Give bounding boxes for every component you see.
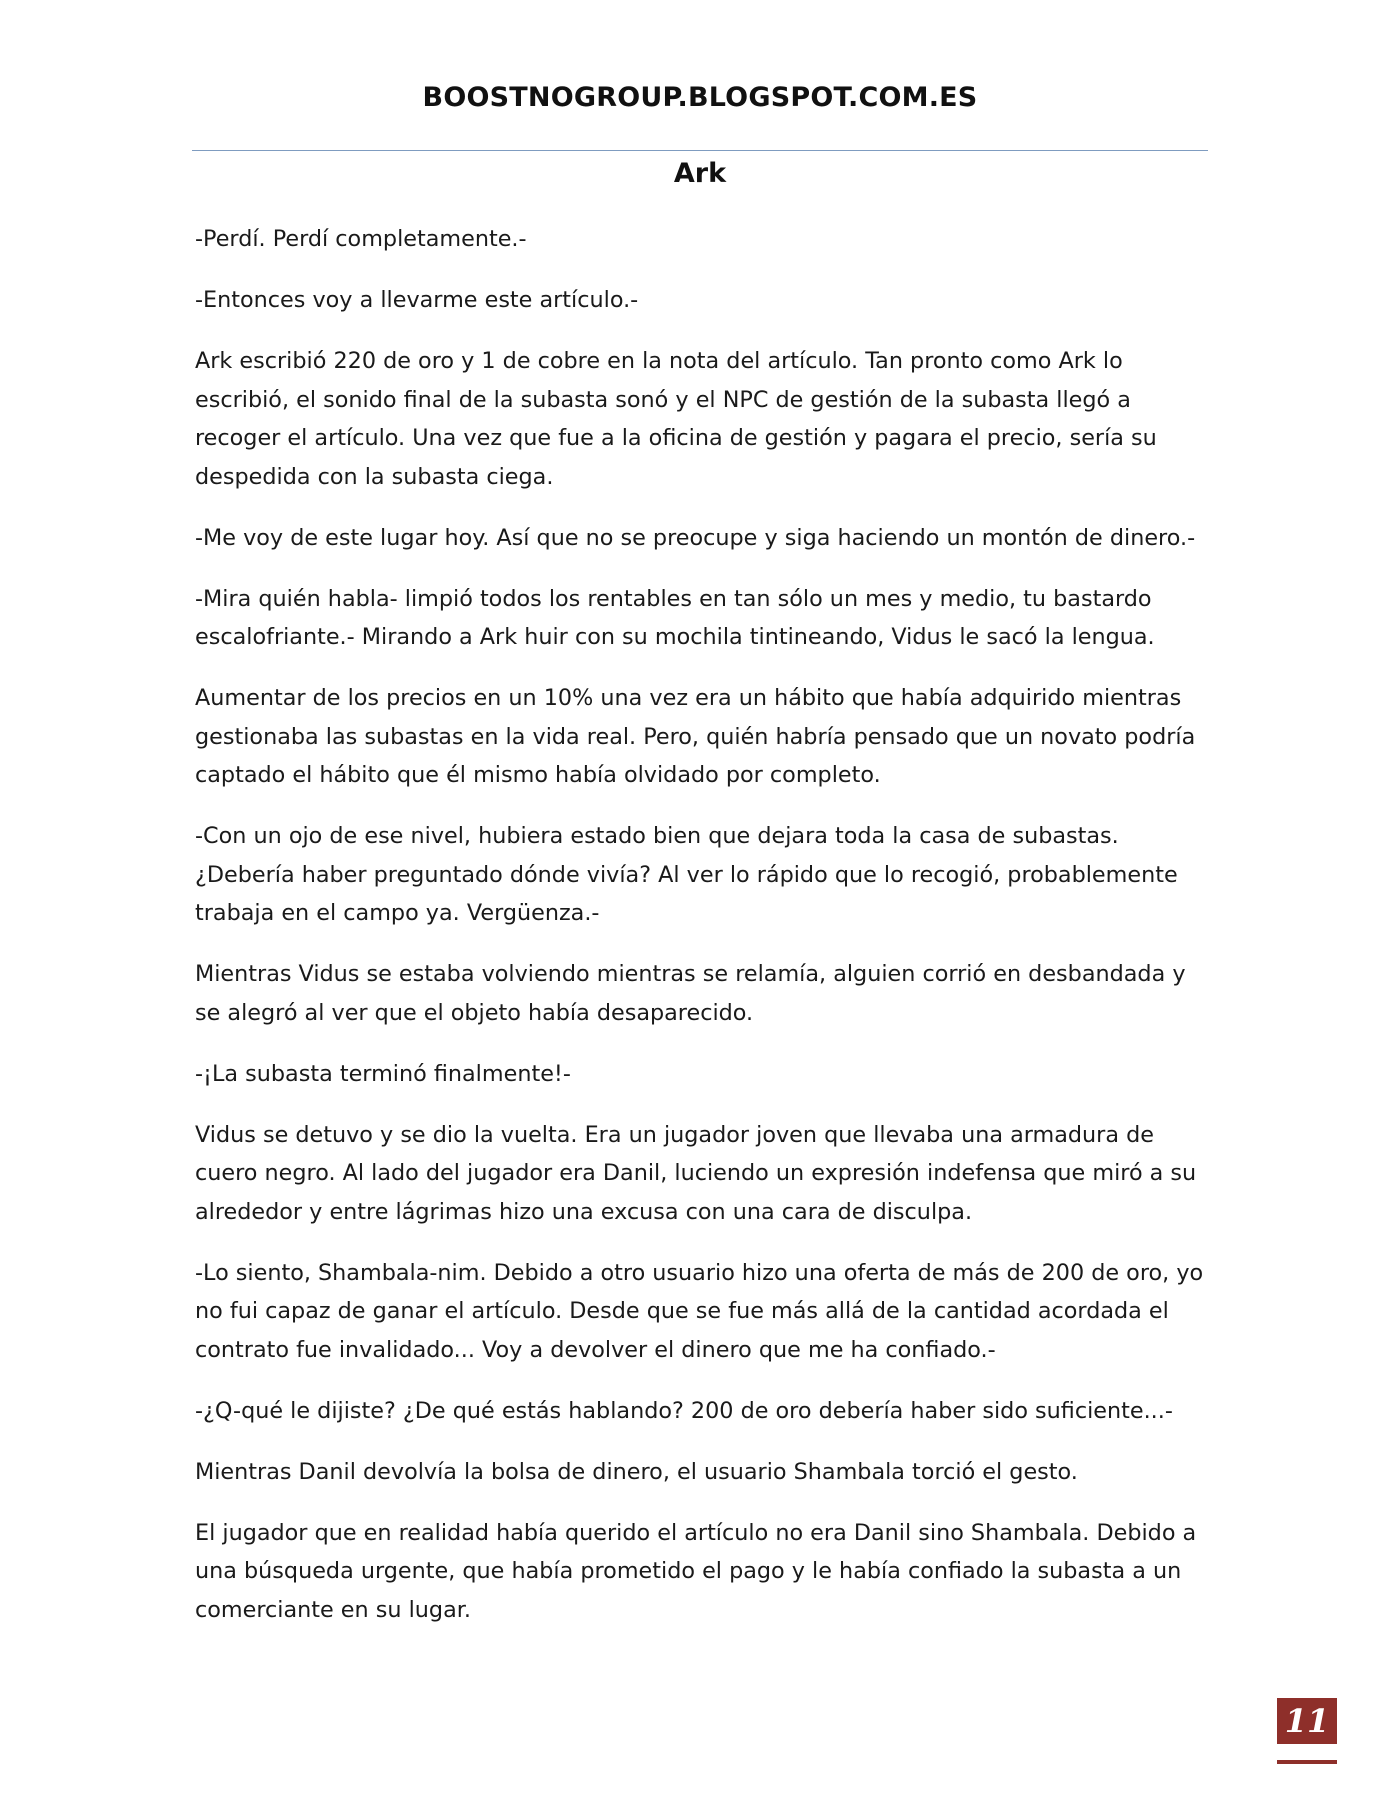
- paragraph-13: Mientras Danil devolvía la bolsa de dinero, el usuario Shambala torció el gesto.: [195, 1458, 1078, 1485]
- chapter-title-text: Ark: [673, 158, 727, 189]
- paragraph-10: Vidus se detuvo y se dio la vuelta. Era un jugador joven que llevaba una armadura de cuero negro. Al lado del jugador era Danil, luciendo un expresión indefensa que miró a su alrededor y entre lágrimas hizo una excusa con una cara de disculpa.: [195, 1121, 1197, 1225]
- chapter-title: [0, 158, 1400, 189]
- document-body: [195, 220, 1215, 1652]
- paragraph-4: -Me voy de este lugar hoy. Así que no se preocupe y siga haciendo un montón de dinero.-: [195, 524, 1196, 551]
- paragraph-11: -Lo siento, Shambala-nim. Debido a otro usuario hizo una oferta de más de 200 de oro, yo no fui capaz de ganar el artículo. Desde que se fue más allá de la cantidad acordada el contrato fue invalidado... Voy a devolver el dinero que me ha confiado.-: [195, 1259, 1204, 1363]
- paragraph-7: -Con un ojo de ese nivel, hubiera estado bien que dejara toda la casa de subastas. ¿Debería haber preguntado dónde vivía? Al ver lo rápido que lo recogió, probablemente trabaja en el campo ya. Vergüenza.-: [195, 823, 1178, 926]
- page-number-underline: [1277, 1760, 1337, 1764]
- site-header: BOOSTNOGROUP.BLOGSPOT.COM.ES: [422, 82, 978, 113]
- page-number: 11: [1277, 1698, 1337, 1744]
- header-rule: [192, 150, 1208, 151]
- paragraph-3: Ark escribió 220 de oro y 1 de cobre en la nota del artículo. Tan pronto como Ark lo escribió, el sonido final de la subasta sonó y el NPC de gestión de la subasta llegó a recoger el artículo. Una vez que fue a la oficina de gestión y pagara el precio, sería su despedida con la subasta ciega.: [195, 348, 1157, 490]
- paragraph-9: -¡La subasta terminó finalmente!-: [195, 1060, 571, 1087]
- paragraph-2: -Entonces voy a llevarme este artículo.-: [195, 287, 639, 313]
- paragraph-6: Aumentar de los precios en un 10% una vez era un hábito que había adquirido mientras gestionaba las subastas en la vida real. Pero, quién habría pensado que un novato podría captado el hábito que él mismo había olvidado por completo.: [195, 685, 1196, 788]
- paragraph-8: Mientras Vidus se estaba volviendo mientras se relamía, alguien corrió en desbandada y se alegró al ver que el objeto había desaparecido.: [195, 961, 1186, 1026]
- paragraph-12: -¿Q-qué le dijiste? ¿De qué estás hablando? 200 de oro debería haber sido suficiente...-: [195, 1397, 1173, 1424]
- paragraph-5: -Mira quién habla- limpió todos los rentables en tan sólo un mes y medio, tu bastardo escalofriante.- Mirando a Ark huir con su mochila tintineando, Vidus le sacó la lengua.: [195, 585, 1155, 650]
- paragraph-14: El jugador que en realidad había querido el artículo no era Danil sino Shambala. Debido a una búsqueda urgente, que había prometido el pago y le había confiado la subasta a un comerciante en su lugar.: [195, 1519, 1197, 1623]
- paragraph-1: -Perdí. Perdí completamente.-: [195, 226, 527, 252]
